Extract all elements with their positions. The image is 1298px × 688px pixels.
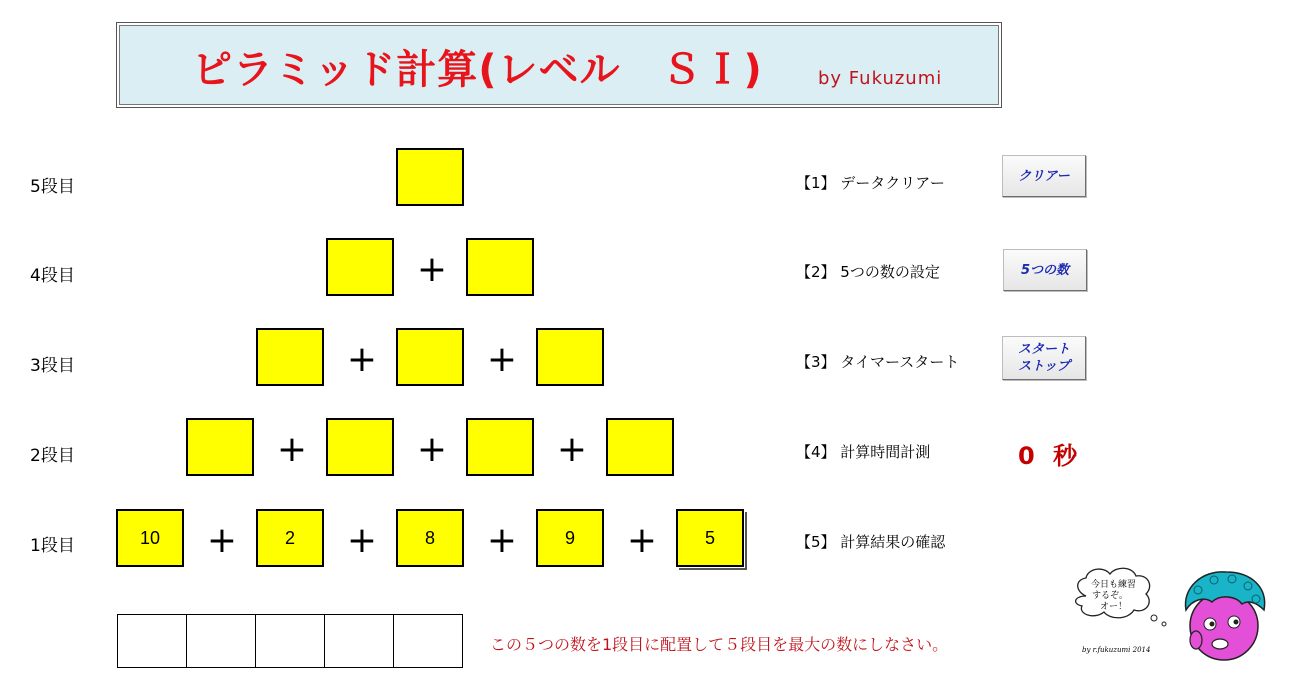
answer-boxes bbox=[117, 614, 462, 668]
speech-line-2: するぞ。 bbox=[1092, 591, 1128, 601]
pyramid-cell-r1-c5[interactable]: 5 bbox=[676, 509, 744, 567]
step-2-label: 【2】 5つの数の設定 bbox=[796, 263, 940, 281]
pyramid-cell-r2-c1[interactable] bbox=[186, 418, 254, 476]
speech-line-1: 今日も練習 bbox=[1091, 580, 1137, 590]
plus-sign: + bbox=[346, 339, 378, 380]
pyramid-cell-r1-c1[interactable]: 10 bbox=[116, 509, 184, 567]
pyramid-cell-r1-c3[interactable]: 8 bbox=[396, 509, 464, 567]
answer-box[interactable] bbox=[186, 614, 256, 668]
start-stop-button[interactable] bbox=[1002, 336, 1086, 380]
answer-box[interactable] bbox=[393, 614, 463, 668]
pyramid-cell-r1-c4[interactable]: 9 bbox=[536, 509, 604, 567]
answer-box[interactable] bbox=[117, 614, 187, 668]
row-label-1: 1段目 bbox=[30, 536, 75, 556]
pyramid-cell-r2-c4[interactable] bbox=[606, 418, 674, 476]
row-label-5: 5段目 bbox=[30, 177, 75, 197]
page-title: ピラミッド計算(レベル ＳＩ) bbox=[192, 47, 763, 93]
five-numbers-button[interactable] bbox=[1003, 249, 1087, 291]
plus-sign: + bbox=[206, 520, 238, 561]
row-label-4: 4段目 bbox=[30, 266, 75, 286]
plus-sign: + bbox=[416, 429, 448, 470]
answer-box[interactable] bbox=[324, 614, 394, 668]
pyramid-cell-r4-c1[interactable] bbox=[326, 238, 394, 296]
five-numbers-button-label: 5つの数 bbox=[1020, 262, 1070, 278]
pyramid-cell-r1-c2[interactable]: 2 bbox=[256, 509, 324, 567]
plus-sign: + bbox=[626, 520, 658, 561]
stop-button-label: ストップ bbox=[1018, 359, 1070, 374]
clear-button[interactable] bbox=[1002, 155, 1086, 197]
step-1-label: 【1】 データクリアー bbox=[796, 174, 945, 192]
mascot-signature: by r.fukuzumi 2014 bbox=[1082, 646, 1151, 654]
row-label-3: 3段目 bbox=[30, 356, 75, 376]
step-5-label: 【5】 計算結果の確認 bbox=[796, 533, 946, 551]
start-button-label: スタート bbox=[1017, 342, 1070, 357]
row-label-2: 2段目 bbox=[30, 446, 75, 466]
author-credit: by Fukuzumi bbox=[818, 68, 943, 89]
plus-sign: + bbox=[416, 249, 448, 290]
timer-unit: 秒 bbox=[1053, 442, 1078, 470]
answer-box[interactable] bbox=[255, 614, 325, 668]
mascot-icon bbox=[1068, 566, 1294, 666]
pyramid-cell-r5-c1[interactable] bbox=[396, 148, 464, 206]
timer-display bbox=[1018, 436, 1077, 471]
plus-sign: + bbox=[486, 520, 518, 561]
pyramid-cell-r2-c2[interactable] bbox=[326, 418, 394, 476]
plus-sign: + bbox=[486, 339, 518, 380]
speech-line-3: オー！ bbox=[1100, 602, 1128, 612]
plus-sign: + bbox=[276, 429, 308, 470]
plus-sign: + bbox=[346, 520, 378, 561]
timer-value: 0 bbox=[1018, 442, 1035, 470]
step-4-label: 【4】 計算時間計測 bbox=[796, 443, 931, 461]
pyramid-cell-r3-c2[interactable] bbox=[396, 328, 464, 386]
pyramid-cell-r4-c2[interactable] bbox=[466, 238, 534, 296]
instruction-text: この５つの数を1段目に配置して５段目を最大の数にしなさい。 bbox=[490, 635, 949, 654]
mascot-illustration bbox=[1068, 566, 1294, 666]
step-3-label: 【3】 タイマースタート bbox=[796, 353, 960, 371]
plus-sign: + bbox=[556, 429, 588, 470]
pyramid-cell-r3-c1[interactable] bbox=[256, 328, 324, 386]
pyramid-cell-r2-c3[interactable] bbox=[466, 418, 534, 476]
pyramid-cell-r3-c3[interactable] bbox=[536, 328, 604, 386]
clear-button-label: クリアー bbox=[1018, 168, 1070, 184]
